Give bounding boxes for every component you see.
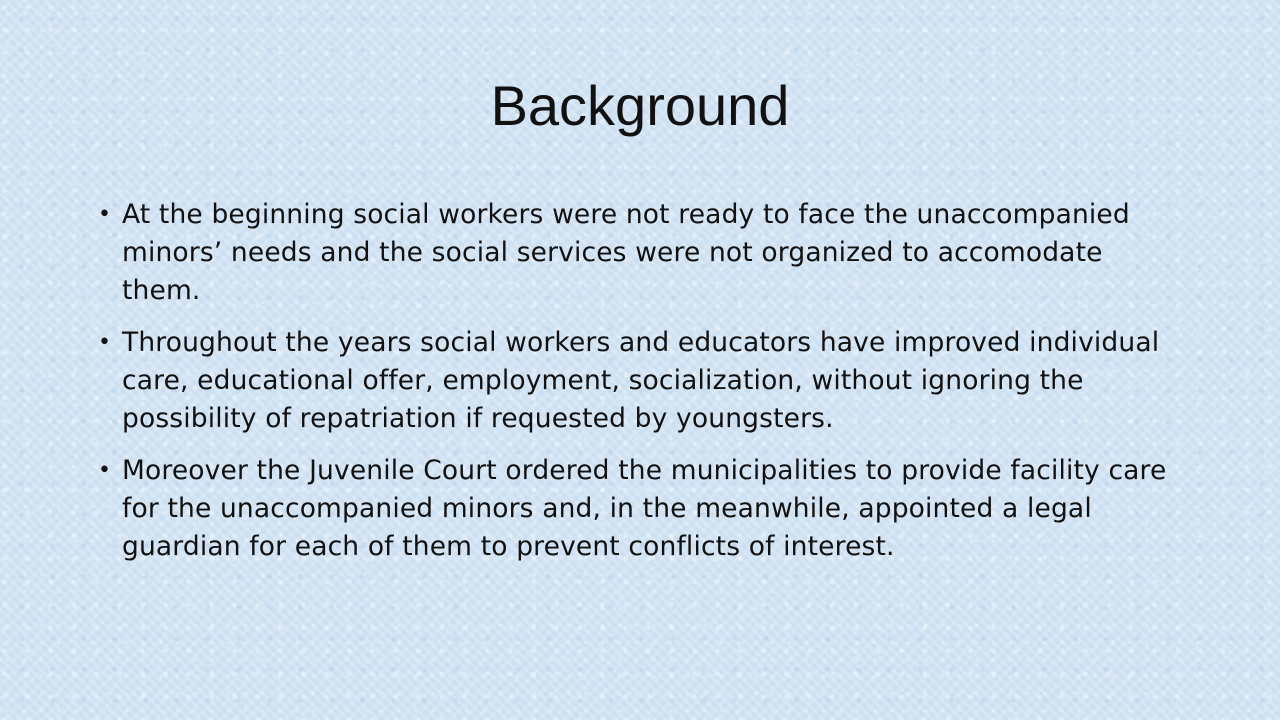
bullet-item [98,324,1183,438]
bullet-list [98,196,1183,580]
bullet-icon: • [98,202,112,227]
bullet-item [98,452,1183,566]
bullet-text: At the beginning social workers were not ready to face the unaccompanied minors’ needs and the social services were not organized to accomodate them. [122,199,1130,306]
bullet-icon: • [98,458,112,483]
bullet-text: Throughout the years social workers and educators have improved individual care, educational offer, employment, socialization, without ignoring the possibility of repatriation if requested by youngsters. [122,327,1160,434]
slide-title: Background [490,74,790,137]
bullet-item [98,196,1183,310]
bullet-icon: • [98,330,112,355]
bullet-text: Moreover the Juvenile Court ordered the municipalities to provide facility care for the unaccompanied minors and, in the meanwhile, appointed a legal guardian for each of them to prevent conflicts of interest. [122,455,1167,562]
